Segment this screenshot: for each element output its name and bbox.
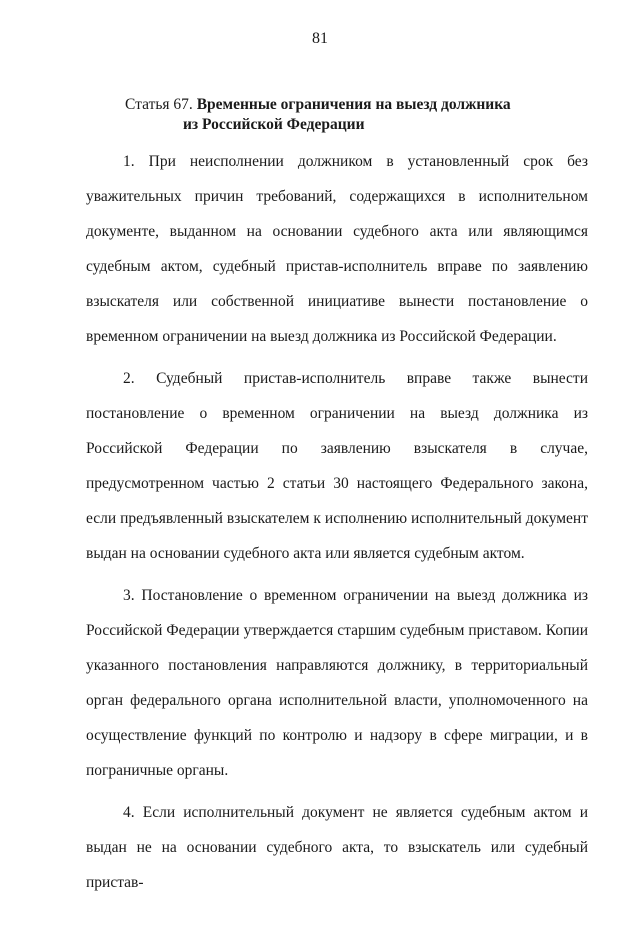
article-body: [86, 144, 588, 891]
paragraph-3: 3. Постановление о временном ограничении на выезд должника из Российской Федерации утверждается старшим судебным приставом. Копии указанного постановления направляются должнику, в территориальный орган федерального органа исполнительной власти, уполномоченного на осуществление функций по контролю и надзору в сфере миграции, и в пограничные органы.: [86, 587, 588, 779]
paragraph-2: 2. Судебный пристав-исполнитель вправе также вынести постановление о временном ограничении на выезд должника из Российской Федерации по заявлению взыскателя в случае, предусмотренном частью 2 статьи 30 настоящего Федерального закона, если предъявленный взыскателем к исполнению исполнительный документ выдан на основании судебного акта или является судебным актом.: [86, 370, 588, 562]
article-title-line1: Временные ограничения на выезд должника: [196, 96, 511, 113]
article-title-line2: из Российской Федерации: [183, 116, 365, 133]
article-heading: [125, 95, 605, 135]
page-number: 81: [312, 30, 328, 47]
paragraph-4: 4. Если исполнительный документ не является судебным актом и выдан не на основании судебного акта, то взыскатель или судебный пристав-: [86, 804, 588, 891]
paragraph-1: 1. При неисполнении должником в установленный срок без уважительных причин требований, содержащихся в исполнительном документе, выданном на основании судебного акта или являющимся судебным актом, судебный пристав-исполнитель вправе по заявлению взыскателя или собственной инициативе вынести постановление о временном ограничении на выезд должника из Российской Федерации.: [86, 153, 588, 345]
article-number: Статья 67.: [125, 96, 193, 113]
